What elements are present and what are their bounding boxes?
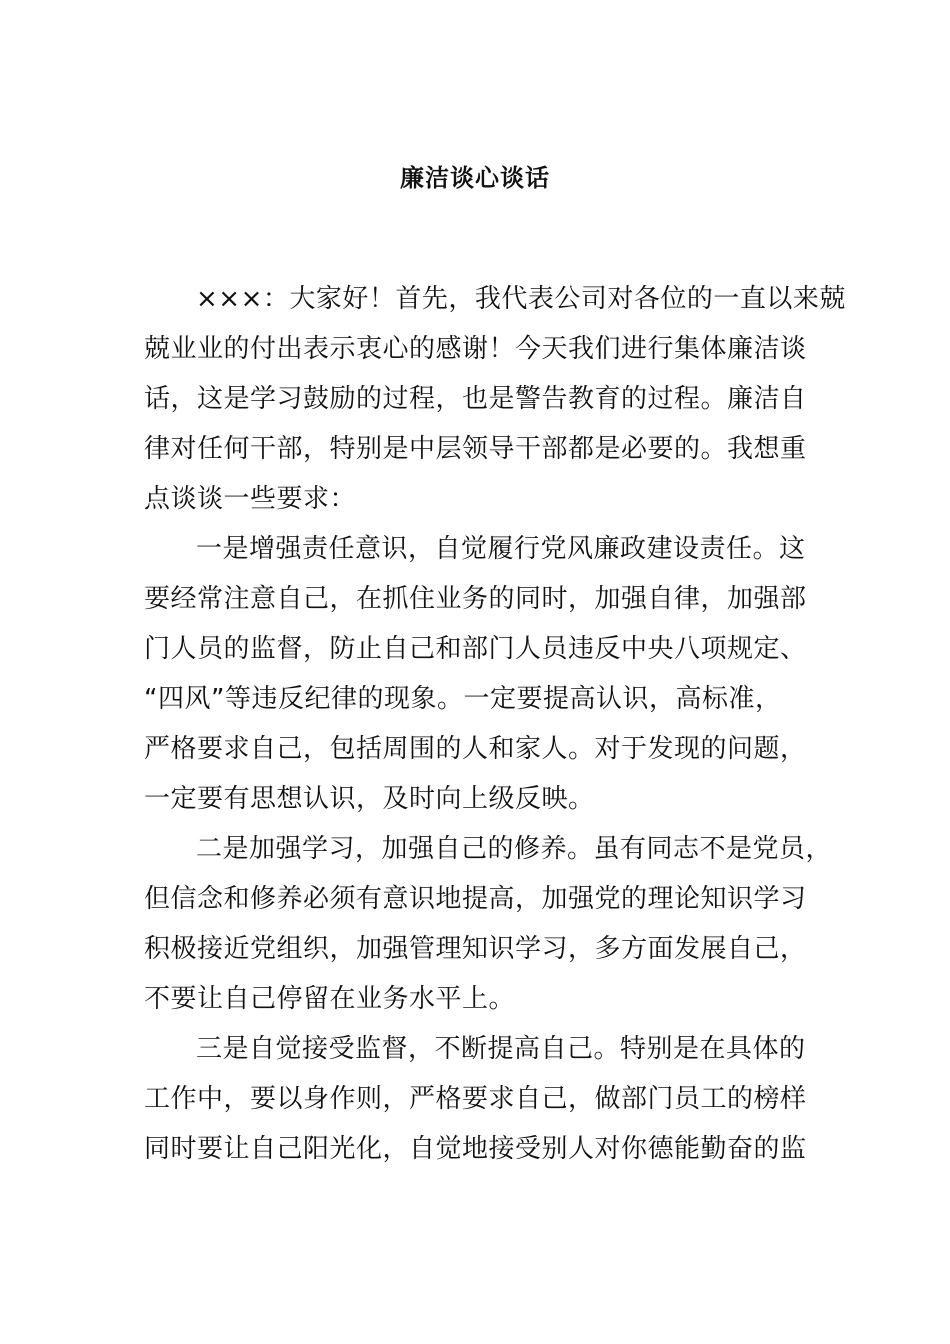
paragraph-point-one <box>144 524 824 824</box>
text-line: 点谈谈一些要求： <box>144 484 357 514</box>
text-line: 要经常注意自己，在抓住业务的同时，加强自律，加强部 <box>144 584 807 614</box>
paragraph-point-three <box>144 1024 824 1174</box>
text-line: 一是增强责任意识，自觉履行党风廉政建设责任。这 <box>196 534 806 564</box>
text-line: 兢业业的付出表示衷心的感谢！今天我们进行集体廉洁谈 <box>144 334 807 364</box>
text-line: 律对任何干部，特别是中层领导干部都是必要的。我想重 <box>144 434 807 464</box>
text-line: 二是加强学习，加强自己的修养。虽有同志不是党员， <box>196 834 833 864</box>
text-line: 工作中，要以身作则，严格要求自己，做部门员工的榜样 <box>144 1084 807 1114</box>
text-line: 但信念和修养必须有意识地提高，加强党的理论知识学习 <box>144 884 807 914</box>
text-line: 同时要让自己阳光化，自觉地接受别人对你德能勤奋的监 <box>144 1134 807 1164</box>
text-line: “四风”等违反纪律的现象。一定要提高认识，高标准， <box>144 684 782 714</box>
paragraph-opening <box>144 274 846 524</box>
text-line: 门人员的监督，防止自己和部门人员违反中央八项规定、 <box>144 634 807 664</box>
document-body <box>144 274 846 1174</box>
text-line: 积极接近党组织，加强管理知识学习，多方面发展自己， <box>144 934 807 964</box>
text-line: 不要让自己停留在业务水平上。 <box>144 984 516 1014</box>
document-title: 廉洁谈心谈话 <box>400 164 550 192</box>
text-line: 话，这是学习鼓励的过程，也是警告教育的过程。廉洁自 <box>144 384 807 414</box>
text-line: 严格要求自己，包括周围的人和家人。对于发现的问题， <box>144 734 807 764</box>
text-line: 一定要有思想认识，及时向上级反映。 <box>144 784 595 814</box>
paragraph-point-two <box>144 824 833 1024</box>
text-line: 三是自觉接受监督，不断提高自己。特别是在具体的 <box>196 1034 806 1064</box>
text-line: ×××：大家好！首先，我代表公司对各位的一直以来兢 <box>196 284 846 314</box>
